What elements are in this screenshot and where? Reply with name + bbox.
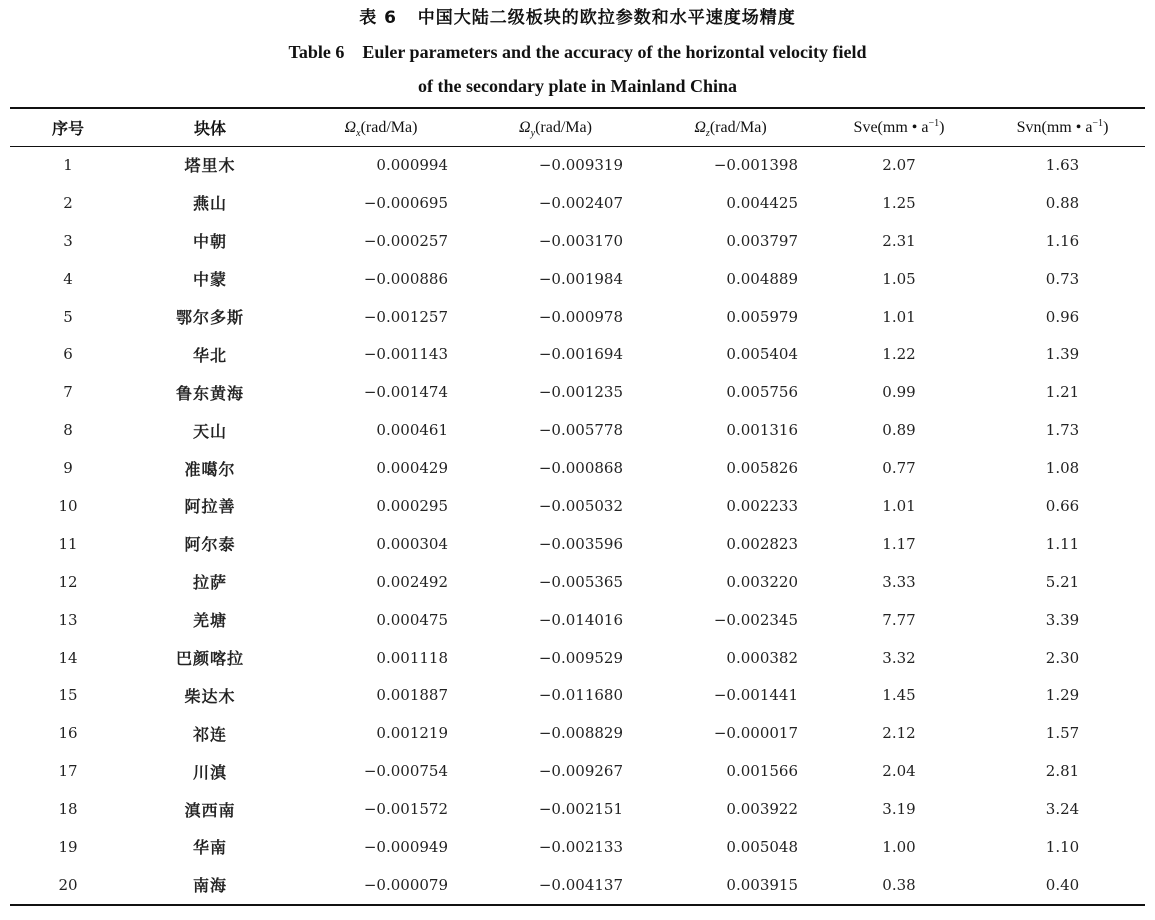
omega-symbol: Ω [694, 118, 706, 136]
cell-omega-z: 0.004889 [726, 269, 798, 288]
cell-omega-x: 0.001118 [376, 648, 448, 667]
cell-id: 10 [58, 496, 78, 515]
svn-label: Svn(mm • a [1016, 118, 1093, 136]
cell-id: 20 [58, 875, 78, 894]
header-block: 块体 [193, 119, 226, 138]
cell-id: 3 [63, 231, 73, 250]
cell-id: 4 [63, 269, 73, 288]
cell-omega-z: −0.000017 [713, 724, 798, 743]
cell-svn: 0.73 [1045, 269, 1080, 288]
table-row [10, 373, 1145, 411]
cell-block-name: 华南 [192, 838, 227, 858]
cell-omega-y: −0.003170 [538, 231, 623, 250]
cell-omega-z: 0.003915 [726, 875, 798, 894]
cell-omega-z: 0.004425 [726, 193, 798, 212]
cell-omega-x: −0.000257 [363, 231, 448, 250]
euler-parameters-table [10, 109, 1145, 904]
cell-sve: 3.33 [882, 572, 916, 591]
table-row [10, 298, 1145, 336]
cell-svn: 2.30 [1045, 648, 1080, 667]
table-caption-chinese: 表 6 中国大陆二级板块的欧拉参数和水平速度场精度 [359, 8, 796, 28]
cell-omega-y: −0.001694 [538, 345, 623, 364]
cell-omega-z: 0.005826 [726, 459, 798, 478]
cell-svn: 1.11 [1045, 534, 1080, 553]
cell-block-name: 阿尔泰 [184, 535, 236, 555]
cell-omega-y: −0.014016 [538, 610, 623, 629]
cell-omega-z: 0.002823 [726, 534, 798, 553]
cell-id: 15 [58, 686, 78, 705]
cell-svn: 1.08 [1045, 459, 1080, 478]
cell-block-name: 川滇 [192, 762, 227, 782]
cell-omega-y: −0.000978 [538, 307, 623, 326]
cell-sve: 3.19 [882, 800, 916, 819]
cell-block-name: 羌塘 [192, 611, 227, 631]
cell-omega-y: −0.001235 [538, 383, 623, 402]
cell-block-name: 中朝 [192, 232, 227, 252]
cell-omega-y: −0.004137 [538, 875, 623, 894]
cell-omega-y: −0.005778 [538, 421, 623, 440]
cell-omega-x: 0.000475 [376, 610, 448, 629]
table-row [10, 563, 1145, 601]
cell-omega-x: 0.002492 [376, 572, 448, 591]
sve-close: ) [939, 118, 945, 136]
cell-sve: 1.45 [882, 686, 916, 705]
cell-sve: 2.04 [882, 762, 916, 781]
cell-sve: 2.07 [882, 155, 916, 174]
cell-omega-y: −0.002133 [538, 837, 623, 856]
cell-omega-z: −0.002345 [713, 610, 798, 629]
cell-sve: 7.77 [882, 610, 916, 629]
cell-omega-y: −0.008829 [538, 724, 623, 743]
cell-block-name: 祁连 [192, 724, 227, 744]
cell-sve: 2.12 [882, 724, 916, 743]
cell-svn: 1.63 [1045, 155, 1080, 174]
cell-block-name: 鲁东黄海 [175, 383, 244, 403]
cell-omega-x: −0.001474 [363, 383, 448, 402]
cell-id: 14 [58, 648, 78, 667]
omega-subscript-z: z [705, 127, 710, 139]
cell-sve: 0.99 [882, 383, 916, 402]
table-caption-english-line2: of the secondary plate in Mainland China [417, 76, 738, 96]
cell-block-name: 中蒙 [192, 270, 227, 290]
cell-sve: 1.01 [882, 496, 916, 515]
cell-block-name: 华北 [192, 345, 227, 365]
cell-omega-y: −0.003596 [538, 534, 623, 553]
cell-id: 8 [63, 421, 73, 440]
header-row [10, 109, 1145, 146]
cell-omega-z: 0.001316 [726, 421, 798, 440]
cell-omega-x: 0.000295 [376, 496, 448, 515]
table-row [10, 676, 1145, 714]
table-row [10, 487, 1145, 525]
table-bottom-rule [10, 904, 1145, 906]
table-row [10, 752, 1145, 790]
cell-omega-z: 0.005756 [726, 383, 798, 402]
cell-id: 11 [58, 534, 78, 553]
cell-sve: 1.05 [882, 269, 916, 288]
cell-block-name: 滇西南 [184, 800, 236, 820]
cell-omega-x: 0.000429 [376, 459, 448, 478]
cell-omega-y: −0.011680 [538, 686, 623, 705]
header-sve [818, 109, 980, 146]
cell-sve: 1.25 [882, 193, 916, 212]
table-row [10, 449, 1145, 487]
cell-id: 7 [63, 383, 73, 402]
cell-omega-y: −0.000868 [538, 459, 623, 478]
cell-sve: 1.00 [882, 837, 916, 856]
cell-block-name: 鄂尔多斯 [175, 308, 244, 327]
svn-superscript: −1 [1092, 117, 1104, 129]
cell-omega-x: −0.000886 [363, 269, 448, 288]
omega-symbol: Ω [519, 118, 531, 136]
cell-id: 2 [63, 193, 73, 212]
cell-svn: 1.57 [1045, 724, 1080, 743]
cell-id: 19 [58, 837, 78, 856]
cell-omega-z: −0.001398 [713, 155, 798, 174]
cell-svn: 3.24 [1045, 800, 1080, 819]
cell-sve: 1.22 [882, 345, 916, 364]
cell-omega-y: −0.009529 [538, 648, 623, 667]
cell-omega-z: 0.003220 [726, 572, 798, 591]
cell-sve: 3.32 [882, 648, 916, 667]
cell-id: 9 [63, 459, 73, 478]
cell-block-name: 柴达木 [184, 686, 236, 706]
cell-omega-z: 0.003922 [726, 800, 798, 819]
cell-omega-z: 0.005048 [726, 837, 798, 856]
cell-omega-z: 0.005404 [726, 345, 798, 364]
cell-svn: 1.10 [1045, 837, 1080, 856]
cell-omega-z: 0.000382 [726, 648, 798, 667]
cell-omega-y: −0.009267 [538, 762, 623, 781]
cell-svn: 1.16 [1045, 231, 1080, 250]
cell-sve: 2.31 [882, 231, 916, 250]
cell-omega-y: −0.001984 [538, 269, 623, 288]
cell-svn: 3.39 [1045, 610, 1080, 629]
cell-omega-x: 0.000304 [376, 534, 448, 553]
omega-unit: (rad/Ma) [360, 118, 418, 136]
omega-symbol: Ω [344, 118, 357, 136]
cell-svn: 0.96 [1045, 307, 1080, 326]
cell-omega-z: 0.003797 [726, 231, 798, 250]
cell-sve: 0.89 [882, 421, 916, 440]
cell-omega-z: −0.001441 [713, 686, 798, 705]
cell-omega-z: 0.001566 [726, 762, 798, 781]
cell-omega-y: −0.002407 [538, 193, 623, 212]
omega-unit: (rad/Ma) [709, 118, 767, 136]
table-row [10, 828, 1145, 866]
cell-id: 6 [63, 345, 73, 364]
cell-svn: 0.40 [1045, 875, 1080, 894]
omega-unit: (rad/Ma) [535, 118, 592, 136]
table-row [10, 335, 1145, 373]
header-omega-z [643, 109, 818, 146]
header-id: 序号 [51, 119, 84, 138]
cell-block-name: 塔里木 [184, 156, 236, 176]
cell-omega-x: −0.001143 [363, 345, 448, 364]
table-row [10, 866, 1145, 904]
table-row [10, 525, 1145, 563]
table-row [10, 260, 1145, 298]
sve-superscript: −1 [928, 117, 940, 129]
sve-label: Sve(mm • a [853, 118, 929, 136]
cell-sve: 0.77 [882, 459, 916, 478]
cell-id: 18 [58, 800, 78, 819]
cell-omega-x: −0.001257 [363, 307, 448, 326]
table-row [10, 184, 1145, 222]
cell-svn: 1.73 [1045, 421, 1080, 440]
table-row [10, 222, 1145, 260]
cell-omega-x: 0.000461 [376, 421, 448, 440]
cell-block-name: 天山 [192, 421, 227, 441]
cell-omega-x: −0.000754 [363, 762, 448, 781]
cell-block-name: 南海 [192, 876, 227, 896]
header-omega-x [294, 109, 468, 146]
cell-svn: 1.39 [1045, 345, 1080, 364]
table-row [10, 411, 1145, 449]
cell-block-name: 阿拉善 [184, 497, 236, 517]
cell-svn: 1.29 [1045, 686, 1080, 705]
cell-id: 13 [58, 610, 78, 629]
cell-id: 5 [63, 307, 73, 326]
cell-sve: 1.17 [882, 534, 916, 553]
cell-id: 16 [58, 724, 78, 743]
header-svn [980, 109, 1145, 146]
cell-svn: 2.81 [1045, 762, 1080, 781]
cell-omega-y: −0.002151 [538, 800, 623, 819]
cell-omega-x: −0.000079 [363, 875, 448, 894]
cell-id: 12 [58, 572, 78, 591]
cell-block-name: 燕山 [192, 194, 227, 214]
table-row [10, 146, 1145, 184]
cell-omega-y: −0.005365 [538, 572, 623, 591]
cell-sve: 1.01 [882, 307, 916, 326]
table-body [10, 146, 1145, 904]
table-row [10, 790, 1145, 828]
cell-omega-y: −0.005032 [538, 496, 623, 515]
cell-id: 1 [63, 155, 73, 174]
table-caption-english-line1: Table 6 Euler parameters and the accuracy of the horizontal velocity field [288, 42, 867, 62]
omega-subscript-y: y [530, 127, 536, 139]
table-row [10, 639, 1145, 677]
cell-omega-x: −0.000695 [363, 193, 448, 212]
cell-block-name: 准噶尔 [184, 459, 236, 479]
cell-block-name: 拉萨 [192, 573, 227, 593]
omega-subscript-x: x [356, 127, 361, 139]
cell-id: 17 [58, 762, 78, 781]
cell-omega-x: 0.000994 [376, 155, 448, 174]
cell-svn: 0.88 [1045, 193, 1080, 212]
cell-block-name: 巴颜喀拉 [175, 649, 244, 669]
cell-svn: 5.21 [1045, 572, 1080, 591]
cell-omega-z: 0.002233 [726, 496, 798, 515]
cell-sve: 0.38 [882, 875, 916, 894]
cell-omega-x: 0.001219 [376, 724, 448, 743]
cell-svn: 1.21 [1045, 383, 1080, 402]
cell-omega-x: 0.001887 [376, 686, 448, 705]
svn-close: ) [1103, 118, 1109, 136]
cell-svn: 0.66 [1045, 496, 1080, 515]
cell-omega-z: 0.005979 [726, 307, 798, 326]
cell-omega-x: −0.001572 [363, 800, 448, 819]
table-row [10, 601, 1145, 639]
cell-omega-y: −0.009319 [538, 155, 623, 174]
table-row [10, 714, 1145, 752]
header-omega-y [468, 109, 643, 146]
cell-omega-x: −0.000949 [363, 837, 448, 856]
